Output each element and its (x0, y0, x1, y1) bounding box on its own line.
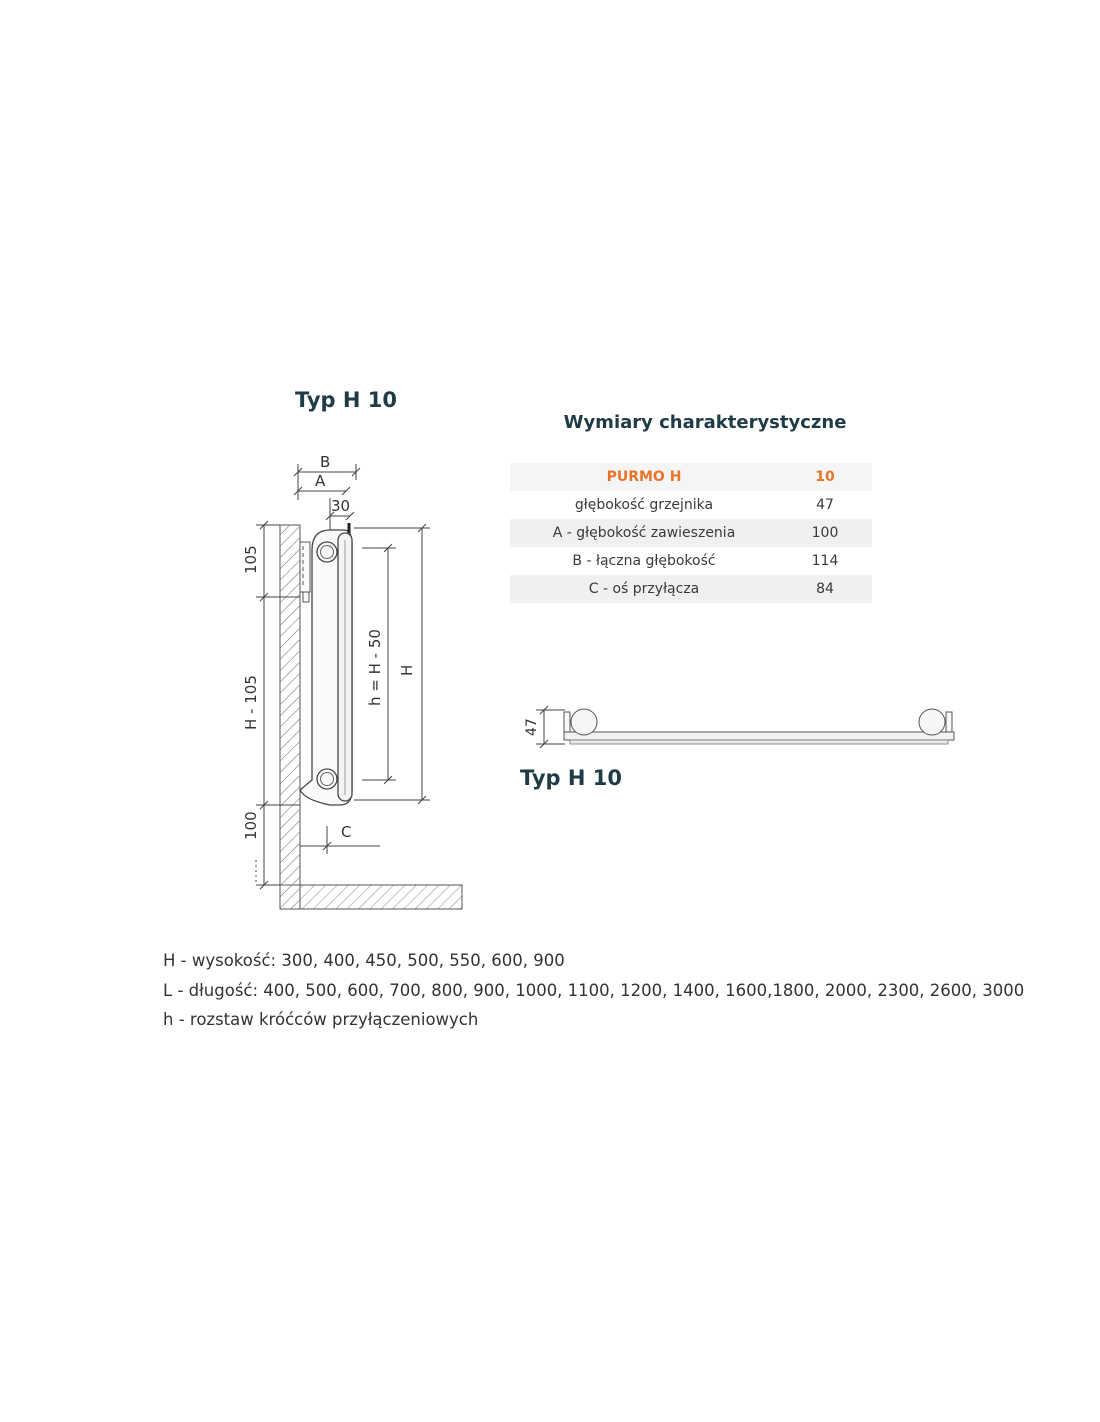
wall-bracket (300, 542, 310, 602)
top-view-title: Typ H 10 (520, 766, 622, 790)
table-cell-value: 100 (778, 519, 872, 547)
top-connection (317, 542, 337, 562)
table-header-value: 10 (778, 463, 872, 491)
top-view-left-connection (564, 709, 597, 735)
table-header-row (510, 463, 872, 491)
table-cell-label: głębokość grzejnika (574, 497, 714, 513)
notes (163, 946, 1024, 1035)
label-a: A (315, 472, 326, 490)
table-cell-value: 47 (816, 497, 834, 513)
table-row (510, 575, 872, 603)
side-view-title: Typ H 10 (295, 388, 397, 412)
label-30: 30 (331, 497, 351, 515)
table-row (510, 491, 872, 519)
bottom-connection (317, 769, 337, 789)
label-100: 100 (242, 811, 260, 840)
top-view-panel (564, 732, 954, 744)
top-view-diagram (524, 706, 954, 748)
table-row (510, 519, 872, 547)
table-title: Wymiary charakterystyczne (563, 412, 847, 433)
table-cell-label: C - oś przyłącza (510, 575, 778, 603)
note-spacing: h - rozstaw króćców przyłączeniowych (163, 1010, 479, 1029)
label-b: B (320, 453, 331, 471)
label-h-equation: h = H - 50 (366, 629, 384, 706)
table-cell-value: 114 (811, 553, 839, 569)
label-c: C (341, 823, 352, 841)
table-cell-label: A - głębokość zawieszenia (510, 519, 778, 547)
note-height: H - wysokość: 300, 400, 450, 500, 550, 600, 900 (163, 951, 565, 970)
label-105: 105 (242, 545, 260, 574)
label-h-total: H (398, 664, 416, 676)
table-cell-label: B - łączna głębokość (572, 553, 716, 569)
table-header-label: PURMO H (510, 463, 778, 491)
label-depth-47: 47 (524, 718, 540, 736)
table-row (510, 547, 872, 575)
top-view-right-connection (919, 709, 952, 735)
dimensions-table (510, 463, 872, 603)
note-length: L - długość: 400, 500, 600, 700, 800, 900, 1000, 1100, 1200, 1400, 1600,1800, 2000, 2300, 2600, 3000 (163, 980, 1025, 1000)
table-cell-value: 84 (778, 575, 872, 603)
label-h-minus-105: H - 105 (242, 675, 260, 730)
